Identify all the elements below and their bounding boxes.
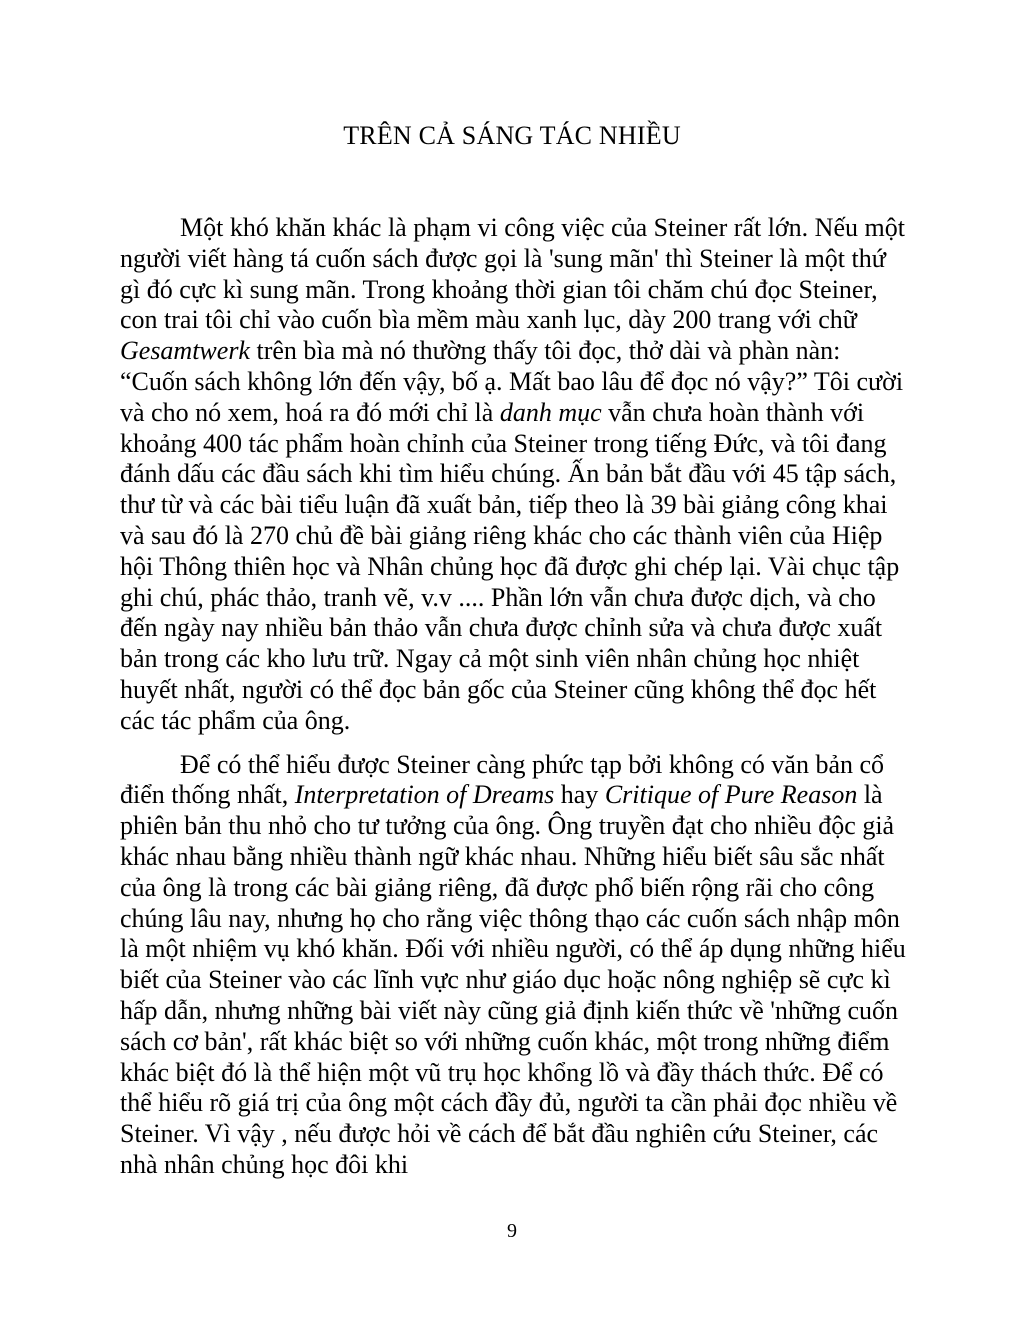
paragraph-text: Để có thể hiểu được Steiner càng phức tạp bởi không có văn bản cổ điển thống nhất, (120, 749, 885, 810)
page-number: 9 (507, 1220, 517, 1242)
paragraph-text: hay (554, 780, 605, 810)
paragraph-text: là phiên bản thu nhỏ cho tư tưởng của ông. Ông truyền đạt cho nhiều độc giả khác nhau bằng nhiều thành ngữ khác nhau. Những hiểu biết sâu sắc nhất của ông là trong các bài giảng riêng, đã được phổ biến rộng rãi cho công chúng lâu nay, nhưng họ cho rằng việc thông thạo các cuốn sách nhập môn là một nhiệm vụ khó khăn. Đối với nhiều người, có thể áp dụng những hiểu biết của Steiner vào các lĩnh vực như giáo dục hoặc nông nghiệp sẽ cực kì hấp dẫn, nhưng những bài viết này cũng giả định kiến thức về 'những cuốn sách cơ bản', rất khác biệt so với những cuốn khác, một trong những điểm khác biệt đó là thể hiện một vũ trụ học khổng lồ và đầy thách thức. Để có thể hiểu rõ giá trị của ông một cách đầy đủ, người ta cần phải đọc nhiều về Steiner. Vì vậy , nếu được hỏi về cách để bắt đầu nghiên cứu Steiner, các nhà nhân chủng học đôi khi (120, 780, 906, 1179)
paragraph-text: Một khó khăn khác là phạm vi công việc của Steiner rất lớn. Nếu một người viết hàng tá cuốn sách được gọi là 'sung mãn' thì Steiner là một thứ gì đó cực kì sung mãn. Trong khoảng thời gian tôi chăm chú đọc Steiner, con trai tôi chỉ vào cuốn bìa mềm màu xanh lục, dày 200 trang với chữ (120, 213, 905, 335)
body-text (120, 213, 908, 1181)
paragraph (120, 750, 908, 1181)
italic-text: Gesamtwerk (120, 336, 250, 366)
paragraph (120, 213, 908, 737)
paragraph-text: trên bìa mà nó thường thấy tôi đọc, thở dài và phàn nàn: “Cuốn sách không lớn đến vậy, bố ạ. Mất bao lâu để đọc nó vậy?” Tôi cười và cho nó xem, hoá ra đó mới chỉ là (120, 336, 904, 427)
italic-text: Critique of Pure Reason (604, 780, 858, 810)
italic-text: danh mục (499, 397, 602, 427)
chapter-title: TRÊN CẢ SÁNG TÁC NHIỀU (343, 121, 681, 150)
paragraph-text: vẫn chưa hoàn thành với khoảng 400 tác phẩm hoàn chỉnh của Steiner trong tiếng Đức, và tôi đang đánh dấu các đầu sách khi tìm hiểu chúng. Ấn bản bắt đầu với 45 tập sách, thư từ và các bài tiểu luận đã xuất bản, tiếp theo là 39 bài giảng công khai và sau đó là 270 chủ đề bài giảng riêng khác cho các thành viên của Hiệp hội Thông thiên học và Nhân chủng học đã được ghi chép lại. Vài chục tập ghi chú, phác thảo, tranh vẽ, v.v .... Phần lớn vẫn chưa được dịch, và cho đến ngày nay nhiều bản thảo vẫn chưa được chỉnh sửa và chưa được xuất bản trong các kho lưu trữ. Ngay cả một sinh viên nhân chủng học nhiệt huyết nhất, người có thể đọc bản gốc của Steiner cũng không thể đọc hết các tác phẩm của ông. (120, 397, 900, 735)
italic-text: Interpretation of Dreams (294, 780, 555, 810)
